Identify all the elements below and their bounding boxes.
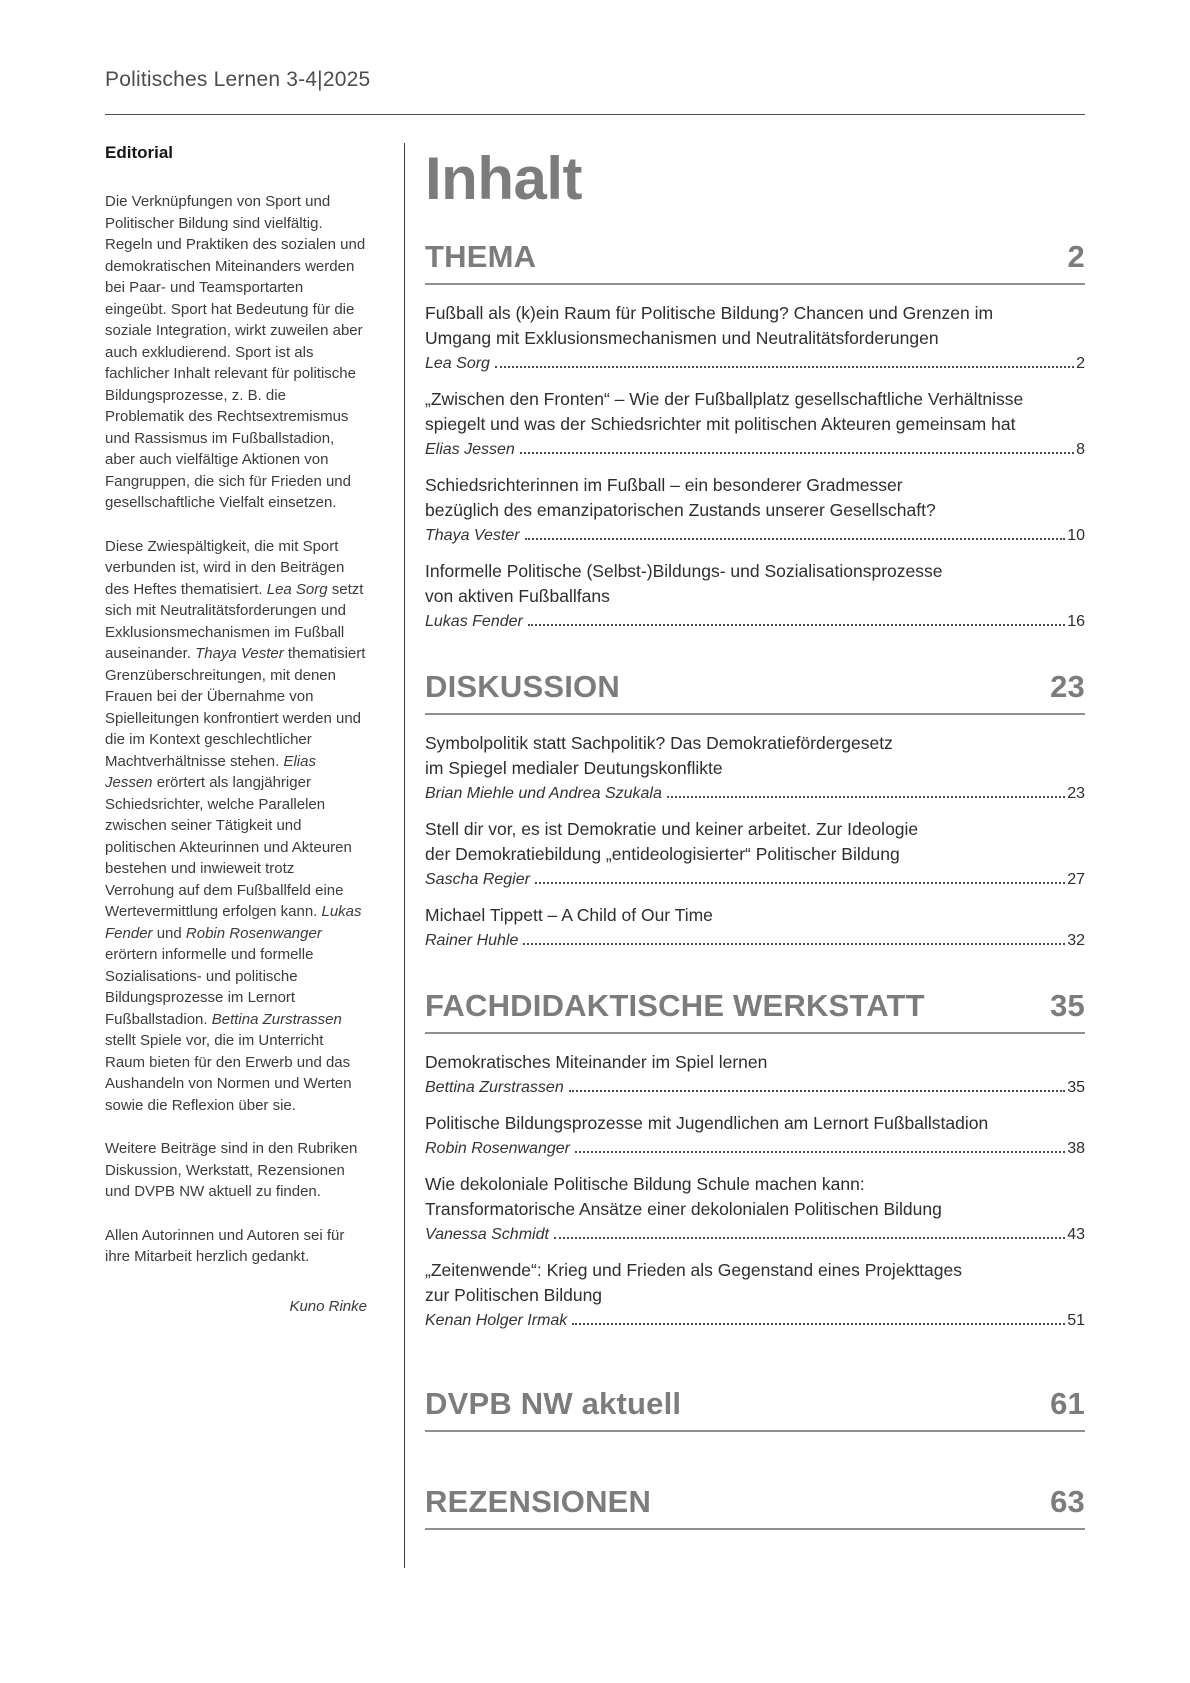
entry-page-number: 8 bbox=[1076, 441, 1085, 458]
entry-author: Thaya Vester bbox=[425, 527, 520, 544]
section-label: REZENSIONEN bbox=[425, 1484, 652, 1519]
toc-entry bbox=[425, 731, 1085, 807]
toc-title: Inhalt bbox=[425, 145, 582, 212]
toc-entry bbox=[425, 1258, 1085, 1334]
entry-author: Lea Sorg bbox=[425, 355, 490, 372]
entry-byline bbox=[425, 928, 1085, 954]
entry-title-line: zur Politischen Bildung bbox=[425, 1285, 603, 1305]
entry-title-line: im Spiegel medialer Deutungskonflikte bbox=[425, 758, 723, 778]
entry-byline bbox=[425, 1308, 1085, 1334]
section-rule bbox=[425, 283, 1085, 285]
section-page-number: 63 bbox=[1050, 1484, 1085, 1519]
entry-author: Elias Jessen bbox=[425, 441, 515, 458]
entry-title-line: Michael Tippett – A Child of Our Time bbox=[425, 905, 713, 925]
entry-title-line: Demokratisches Miteinander im Spiel lernen bbox=[425, 1052, 768, 1072]
toc-entry bbox=[425, 387, 1085, 463]
section-header bbox=[425, 669, 1085, 705]
header-rule bbox=[105, 114, 1085, 115]
section-label: DISKUSSION bbox=[425, 669, 620, 704]
toc-sections bbox=[425, 239, 1085, 1530]
entry-byline bbox=[425, 1136, 1085, 1162]
dotted-leader bbox=[572, 1323, 1065, 1325]
entry-title-line: „Zeitenwende“: Krieg und Frieden als Gegenstand eines Projekttages bbox=[425, 1260, 962, 1280]
section-label: DVPB NW aktuell bbox=[425, 1386, 682, 1421]
entry-title-line: Politische Bildungsprozesse mit Jugendlichen am Lernort Fußballstadion bbox=[425, 1113, 989, 1133]
entry-title-line: Fußball als (k)ein Raum für Politische Bildung? Chancen und Grenzen im bbox=[425, 303, 994, 323]
section-page-number: 23 bbox=[1050, 669, 1085, 704]
entry-page-number: 27 bbox=[1067, 871, 1085, 888]
toc-entry bbox=[425, 817, 1085, 893]
entry-author: Rainer Huhle bbox=[425, 932, 519, 949]
section-rule bbox=[425, 1430, 1085, 1432]
section-page-number: 2 bbox=[1067, 239, 1085, 274]
toc-section bbox=[425, 669, 1085, 954]
entry-byline bbox=[425, 609, 1085, 635]
section-header bbox=[425, 1386, 1085, 1422]
entry-title-line: Stell dir vor, es ist Demokratie und keiner arbeitet. Zur Ideologie bbox=[425, 819, 919, 839]
entry-author: Robin Rosenwanger bbox=[425, 1140, 570, 1157]
entry-byline bbox=[425, 781, 1085, 807]
entry-title-line: Schiedsrichterinnen im Fußball – ein besonderer Gradmesser bbox=[425, 475, 903, 495]
toc-section bbox=[425, 1484, 1085, 1530]
entry-title-line: Transformatorische Ansätze einer dekolonialen Politischen Bildung bbox=[425, 1199, 942, 1219]
entry-byline bbox=[425, 1222, 1085, 1248]
entry-title-line: „Zwischen den Fronten“ – Wie der Fußballplatz gesellschaftliche Verhältnisse bbox=[425, 389, 1024, 409]
entry-byline bbox=[425, 523, 1085, 549]
entry-author: Brian Miehle und Andrea Szukala bbox=[425, 785, 662, 802]
editorial-paragraph: Allen Autorinnen und Autoren sei für ihre Mitarbeit herzlich gedankt. bbox=[105, 1226, 345, 1265]
columns bbox=[105, 143, 1085, 1568]
entry-page-number: 2 bbox=[1076, 355, 1085, 372]
entry-page-number: 35 bbox=[1067, 1079, 1085, 1096]
section-header bbox=[425, 988, 1085, 1024]
toc-section bbox=[425, 1386, 1085, 1432]
entry-title-line: bezüglich des emanzipatorischen Zustands unserer Gesellschaft? bbox=[425, 500, 936, 520]
entry-page-number: 32 bbox=[1067, 932, 1085, 949]
dotted-leader bbox=[495, 366, 1074, 368]
entry-page-number: 23 bbox=[1067, 785, 1085, 802]
section-rule bbox=[425, 1032, 1085, 1034]
entry-page-number: 51 bbox=[1067, 1312, 1085, 1329]
entry-byline bbox=[425, 437, 1085, 463]
dotted-leader bbox=[554, 1237, 1065, 1239]
dotted-leader bbox=[528, 624, 1065, 626]
toc-section bbox=[425, 988, 1085, 1334]
dotted-leader bbox=[525, 538, 1066, 540]
editorial-heading: Editorial bbox=[105, 143, 174, 162]
entry-author: Sascha Regier bbox=[425, 871, 530, 888]
dotted-leader bbox=[535, 882, 1065, 884]
entry-author: Bettina Zurstrassen bbox=[425, 1079, 564, 1096]
entry-title-line: Informelle Politische (Selbst-)Bildungs- und Sozialisationsprozesse bbox=[425, 561, 943, 581]
dotted-leader bbox=[569, 1090, 1065, 1092]
editorial-paragraphs bbox=[105, 191, 367, 1268]
entry-byline bbox=[425, 867, 1085, 893]
toc-section bbox=[425, 239, 1085, 635]
entry-author: Vanessa Schmidt bbox=[425, 1226, 549, 1243]
toc-entry bbox=[425, 301, 1085, 377]
section-page-number: 35 bbox=[1050, 988, 1085, 1023]
section-header bbox=[425, 239, 1085, 275]
editorial-paragraph: Die Verknüpfungen von Sport und Politischer Bildung sind vielfältig. Regeln und Praktiken des sozialen und demokratischen Miteinanders werden bei Paar- und Teamsportarten eingeübt. Sport hat Bedeutung für die soziale Integration, wirkt zuweilen aber auch exkludierend. Sport ist als fachlicher Inhalt relevant für politische Bildungsprozesse, z. B. die Problematik des Rechtsextremismus und Rassismus im Fußballstadion, aber auch vielfältige Aktionen von Fangruppen, die sich für Frieden und gesellschaftliche Vielfalt einsetzen. bbox=[105, 193, 366, 511]
toc-entry bbox=[425, 903, 1085, 954]
entry-author: Lukas Fender bbox=[425, 613, 523, 630]
entry-title-line: Umgang mit Exklusionsmechanismen und Neutralitätsforderungen bbox=[425, 328, 939, 348]
toc-entry bbox=[425, 473, 1085, 549]
toc-column bbox=[405, 143, 1085, 1568]
entry-title-line: von aktiven Fußballfans bbox=[425, 586, 610, 606]
section-header bbox=[425, 1484, 1085, 1520]
entry-byline bbox=[425, 351, 1085, 377]
toc-entry bbox=[425, 1111, 1085, 1162]
entry-page-number: 10 bbox=[1067, 527, 1085, 544]
dotted-leader bbox=[667, 796, 1065, 798]
entry-page-number: 16 bbox=[1067, 613, 1085, 630]
toc-entry bbox=[425, 1172, 1085, 1248]
editorial-signature: Kuno Rinke bbox=[289, 1297, 367, 1315]
entry-title-line: Wie dekoloniale Politische Bildung Schule machen kann: bbox=[425, 1174, 865, 1194]
dotted-leader bbox=[520, 452, 1074, 454]
entry-page-number: 43 bbox=[1067, 1226, 1085, 1243]
editorial-paragraph: Diese Zwiespältigkeit, die mit Sport verbunden ist, wird in den Beiträgen des Heftes thematisiert. Lea Sorg setzt sich mit Neutralitätsforderungen und Exklusionsmechanismen im Fußball auseinander. Thaya Vester thematisiert Grenzüberschreitungen, mit denen Frauen bei der Übernahme von Spielleitungen konfrontiert werden und die im Kontext geschlechtlicher Machtverhältnisse stehen. Elias Jessen erörtert als langjähriger Schiedsrichter, welche Parallelen zwischen seiner Tätigkeit und politischen Akteurinnen und Akteuren bestehen und inwieweit trotz Verrohung auf dem Fußballfeld eine Wertevermittlung erfolgen kann. Lukas Fender und Robin Rosenwanger erörtern informelle und formelle Sozialisations- und politische Bildungsprozesse im Lernort Fußballstadion. Bettina Zurstrassen stellt Spiele vor, die im Unterricht Raum bieten für den Erwerb und das Aushandeln von Normen und Werten sowie die Reflexion über sie. bbox=[105, 537, 366, 1114]
toc-entry bbox=[425, 1050, 1085, 1101]
dotted-leader bbox=[575, 1151, 1065, 1153]
section-rule bbox=[425, 713, 1085, 715]
section-page-number: 61 bbox=[1050, 1386, 1085, 1421]
editorial-column bbox=[105, 143, 367, 1568]
toc-entry bbox=[425, 559, 1085, 635]
editorial-paragraph: Weitere Beiträge sind in den Rubriken Diskussion, Werkstatt, Rezensionen und DVPB NW aktuell zu finden. bbox=[105, 1140, 358, 1200]
entry-title-line: Symbolpolitik statt Sachpolitik? Das Demokratiefördergesetz bbox=[425, 733, 893, 753]
section-label: THEMA bbox=[425, 239, 537, 274]
entry-title-line: der Demokratiebildung „entideologisierter“ Politischer Bildung bbox=[425, 844, 900, 864]
journal-title: Politisches Lernen 3-4|2025 bbox=[105, 68, 371, 91]
entry-byline bbox=[425, 1075, 1085, 1101]
dotted-leader bbox=[523, 943, 1065, 945]
page-header bbox=[105, 68, 1085, 92]
entry-title-line: spiegelt und was der Schiedsrichter mit politischen Akteuren gemeinsam hat bbox=[425, 414, 1016, 434]
entry-author: Kenan Holger Irmak bbox=[425, 1312, 568, 1329]
section-label: FACHDIDAKTISCHE WERKSTATT bbox=[425, 988, 925, 1023]
section-rule bbox=[425, 1528, 1085, 1530]
entry-page-number: 38 bbox=[1067, 1140, 1085, 1157]
